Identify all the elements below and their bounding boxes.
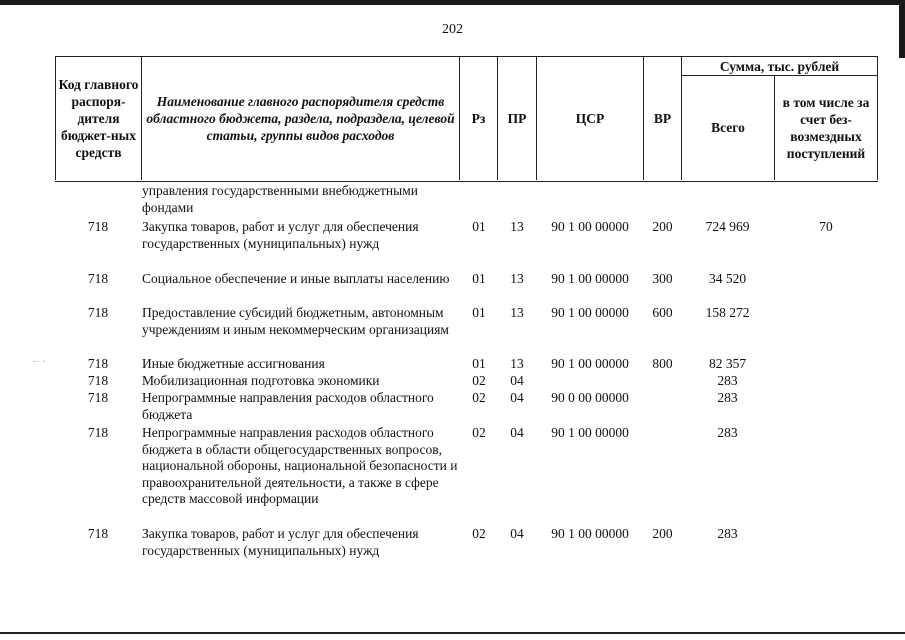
row-vr: 200 (652, 219, 673, 234)
row-vr: 600 (652, 305, 673, 320)
row-total: 82 357 (708, 356, 747, 371)
row-csr: 90 1 00 00000 (551, 271, 629, 286)
header-incl-free: в том числе за счет без-возмездных поступлений (782, 94, 870, 161)
row-code: 718 (87, 356, 109, 371)
row-name: Иные бюджетные ассигнования (142, 356, 325, 371)
row-code: 718 (87, 425, 109, 440)
row-total: 34 520 (708, 271, 747, 286)
header-divider-code (141, 56, 142, 180)
row-vr: 800 (652, 356, 673, 371)
row-name: Предоставление субсидий бюджетным, автономным учреждениям и иным некоммерческим организациям (142, 305, 449, 337)
row-name: Непрограммные направления расходов областного бюджета в области общегосударственных вопросов, национальной обороны, национальной безопасности и правоохранительной деятельности, а также в сфере средств массовой информации (142, 425, 458, 506)
row-total: 283 (717, 373, 738, 388)
row-csr: 90 1 00 00000 (551, 305, 629, 320)
row-total: 158 272 (705, 305, 750, 320)
row-pr: 04 (510, 425, 524, 440)
row-code: 718 (87, 526, 109, 541)
header-vr: ВР (653, 110, 672, 126)
bottom-border-rule (0, 632, 905, 634)
row-total: 724 969 (705, 219, 750, 234)
row-pr: 04 (510, 526, 524, 541)
header-rz: Рз (471, 110, 486, 126)
row-name: Мобилизационная подготовка экономики (142, 373, 380, 388)
row-code: 718 (87, 219, 109, 234)
row-total: 283 (717, 526, 738, 541)
row-pr: 04 (510, 373, 524, 388)
row-csr: 90 1 00 00000 (551, 425, 629, 440)
row-rz: 02 (472, 373, 486, 388)
row-rz: 02 (472, 390, 486, 405)
row-vr: 300 (652, 271, 673, 286)
row-code: 718 (87, 390, 109, 405)
row-code: 718 (87, 271, 109, 286)
row-total: 283 (717, 390, 738, 405)
page-number: 202 (442, 22, 463, 37)
row-total: 283 (717, 425, 738, 440)
header-sum: Сумма, тыс. рублей (719, 58, 840, 74)
header-code: Код главного распоря-дителя бюджет-ных средств (58, 76, 139, 160)
header-csr: ЦСР (575, 110, 605, 126)
row-csr: 90 1 00 00000 (551, 219, 629, 234)
row-free: 70 (819, 219, 833, 234)
scan-speck: ·· · (33, 357, 46, 368)
row-pr: 13 (510, 271, 524, 286)
row-csr: 90 1 00 00000 (551, 526, 629, 541)
row-rz: 01 (472, 271, 486, 286)
row-pr: 13 (510, 356, 524, 371)
header-name: Наименование главного распорядителя средств областного бюджета, раздела, подраздела, целевой статьи, группы видов расходов (146, 93, 455, 143)
row-rz: 01 (472, 356, 486, 371)
row-name: Закупка товаров, работ и услуг для обеспечения государственных (муниципальных) нужд (142, 526, 419, 558)
row-name: Закупка товаров, работ и услуг для обеспечения государственных (муниципальных) нужд (142, 219, 419, 251)
row-name: Непрограммные направления расходов областного бюджета (142, 390, 434, 422)
row-code: 718 (87, 305, 109, 320)
row-rz: 02 (472, 425, 486, 440)
row-pr: 13 (510, 305, 524, 320)
top-border-rule (0, 0, 905, 5)
header-total: Всего (711, 120, 745, 135)
header-pr: ПР (507, 110, 527, 126)
row-rz: 01 (472, 305, 486, 320)
row-csr: 90 1 00 00000 (551, 356, 629, 371)
row-name: управления государственными внебюджетными фондами (142, 183, 418, 215)
row-rz: 02 (472, 526, 486, 541)
row-csr: 90 0 00 00000 (551, 390, 629, 405)
row-code: 718 (87, 373, 109, 388)
row-name: Социальное обеспечение и иные выплаты населению (142, 271, 450, 286)
row-pr: 13 (510, 219, 524, 234)
row-rz: 01 (472, 219, 486, 234)
row-vr: 200 (652, 526, 673, 541)
row-pr: 04 (510, 390, 524, 405)
